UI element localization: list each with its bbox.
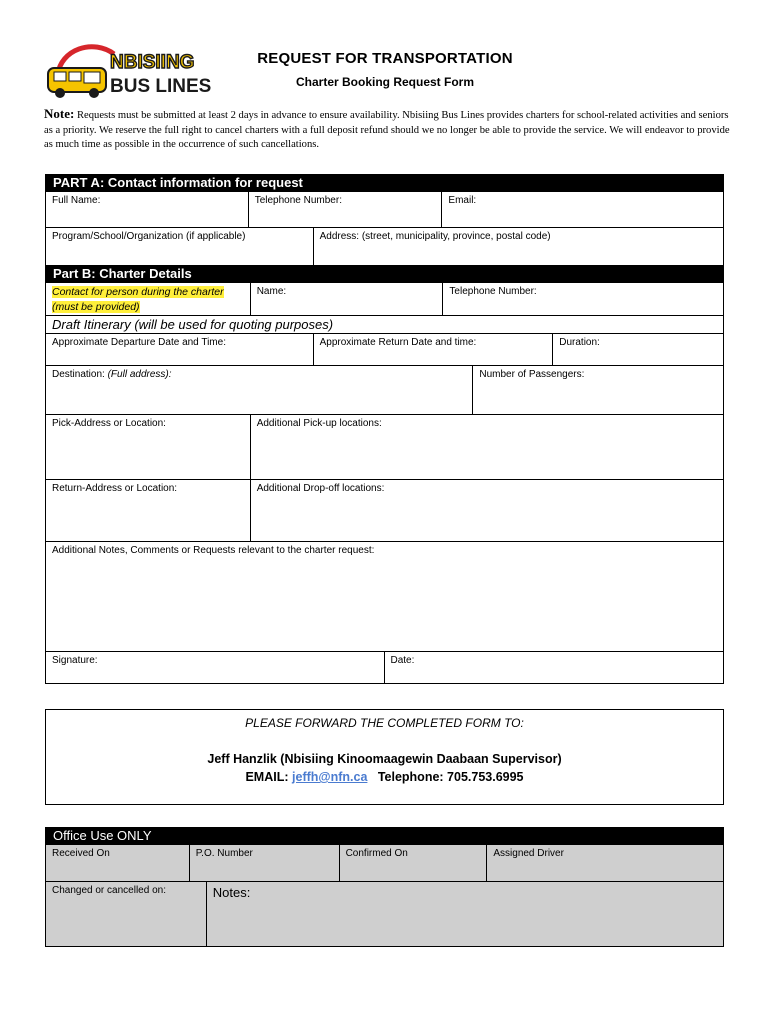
pickup-label: Pick-Address or Location: [52, 418, 166, 429]
signature-label: Signature: [52, 655, 98, 666]
destination-field[interactable] [46, 366, 473, 414]
destination-label-text: Destination: [52, 369, 105, 380]
contact-person-label: Contact for person during the charter (must be provided) [52, 286, 224, 313]
office-use-section [45, 827, 724, 947]
signature-field[interactable] [46, 652, 385, 683]
page-subtitle: Charter Booking Request Form [295, 75, 475, 89]
contact-telephone-label: Telephone Number: [449, 286, 537, 297]
part-a-section [45, 174, 724, 266]
full-name-field[interactable] [46, 192, 249, 227]
po-number-field[interactable] [190, 845, 340, 881]
received-on-label: Received On [52, 848, 110, 859]
changed-cancelled-label: Changed or cancelled on: [52, 885, 166, 896]
passengers-label: Number of Passengers: [479, 369, 585, 380]
destination-label [52, 369, 466, 380]
part-a-heading: PART A: Contact information for request [45, 174, 724, 192]
passengers-field[interactable] [473, 366, 724, 414]
additional-pickup-label: Additional Pick-up locations: [256, 418, 382, 429]
note-paragraph [44, 107, 734, 153]
departure-field[interactable] [46, 334, 314, 365]
contact-telephone-field[interactable] [443, 283, 724, 315]
return-address-field[interactable] [46, 480, 251, 541]
additional-pickup-field[interactable] [251, 415, 724, 479]
email-heading: EMAIL: [245, 770, 289, 784]
contact-name-label: Name: [256, 286, 287, 297]
received-on-field[interactable] [46, 845, 190, 881]
forward-instruction: PLEASE FORWARD THE COMPLETED FORM TO: [245, 716, 524, 730]
confirmed-on-field[interactable] [340, 845, 488, 881]
office-use-heading: Office Use ONLY [45, 827, 724, 845]
program-field[interactable] [46, 228, 314, 265]
contact-name-field[interactable] [251, 283, 444, 315]
office-notes-label: Notes: [212, 885, 251, 900]
forward-contact-name: Jeff Hanzlik (Nbisiing Kinoomaagewin Daabaan Supervisor) [207, 752, 562, 766]
duration-label: Duration: [559, 337, 600, 348]
duration-field[interactable] [553, 334, 724, 365]
address-label: Address: (street, municipality, province, postal code) [319, 231, 551, 242]
full-name-label: Full Name: [52, 195, 101, 206]
note-label: Note: [44, 106, 75, 121]
forward-box [45, 709, 724, 805]
program-label: Program/School/Organization (if applicable) [52, 231, 246, 242]
telephone-info: Telephone: 705.753.6995 [377, 770, 524, 784]
destination-hint: (Full address): [107, 369, 172, 380]
additional-dropoff-label: Additional Drop-off locations: [256, 483, 385, 494]
note-text: Requests must be submitted at least 2 days in advance to ensure availability. Nbisiing Bus Lines provides charters for school-related activities and seniors as a priority. We reserve the full right to cancel charters with a full deposit refund should we no longer be able to provide the service. We will endeavor to provide as much time as possible in the occurrence of such cancellations. [44, 110, 730, 150]
pickup-field[interactable] [46, 415, 251, 479]
return-address-label: Return-Address or Location: [52, 483, 178, 494]
additional-notes-label: Additional Notes, Comments or Requests relevant to the charter request: [52, 545, 375, 556]
itinerary-heading: Draft Itinerary (will be used for quoting purposes) [45, 316, 724, 334]
additional-notes-field[interactable] [46, 542, 724, 651]
email-link[interactable]: jeffh@nfn.ca [292, 770, 368, 784]
part-b-section [45, 265, 724, 684]
email-field[interactable] [442, 192, 724, 227]
email-label: Email: [448, 195, 477, 206]
departure-label: Approximate Departure Date and Time: [52, 337, 226, 348]
telephone-field[interactable] [249, 192, 443, 227]
po-number-label: P.O. Number [195, 848, 253, 859]
telephone-label: Telephone Number: [254, 195, 342, 206]
office-notes-field[interactable] [207, 882, 724, 946]
contact-person-cell [46, 283, 251, 315]
changed-cancelled-field[interactable] [46, 882, 207, 946]
address-field[interactable] [314, 228, 724, 265]
part-b-heading: Part B: Charter Details [45, 265, 724, 283]
assigned-driver-label: Assigned Driver [493, 848, 564, 859]
logo-line1: NBISIING [110, 52, 195, 73]
assigned-driver-field[interactable] [487, 845, 724, 881]
forward-contact-line [46, 770, 723, 784]
logo-line2: BUS LINES [110, 76, 212, 97]
confirmed-on-label: Confirmed On [345, 848, 408, 859]
page-title: REQUEST FOR TRANSPORTATION [257, 50, 513, 67]
date-label: Date: [390, 655, 415, 666]
return-date-field[interactable] [314, 334, 554, 365]
return-date-label: Approximate Return Date and time: [319, 337, 477, 348]
additional-dropoff-field[interactable] [251, 480, 724, 541]
date-field[interactable] [385, 652, 725, 683]
nbisiing-bus-lines-logo [44, 44, 234, 100]
